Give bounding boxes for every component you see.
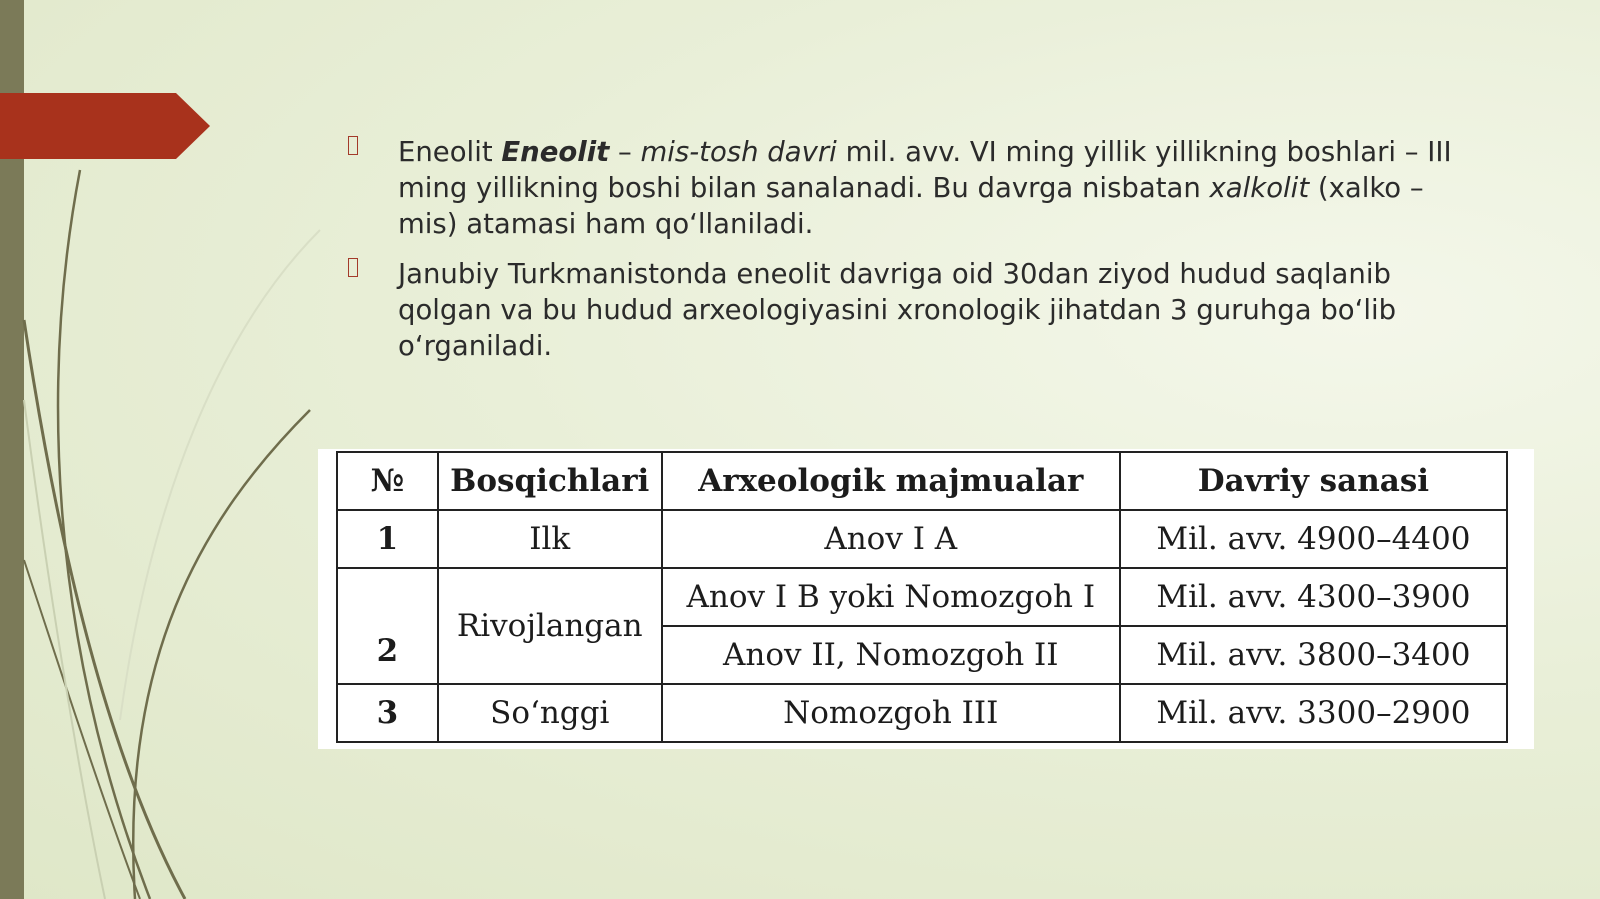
cell-date: Mil. avv. 4900–4400 [1120, 510, 1507, 568]
cell-stage: So‘nggi [438, 684, 662, 742]
bullet-list [348, 134, 1468, 378]
term-italic: mis-tosh davri [640, 136, 837, 168]
term-bold: Eneolit [501, 136, 610, 168]
cell-complex: Anov II, Nomozgoh II [662, 626, 1120, 684]
bullet-text: mil. avv. VI ming yillik yillikning boshlari – III ming yillikning boshi bilan sanalanadi. Bu davrga nisbatan [398, 136, 1452, 204]
table-row [337, 684, 1507, 742]
bullet-text: Eneolit [398, 136, 502, 168]
cell-complex: Anov I A [662, 510, 1120, 568]
bullet-text: (xalko – mis) atamasi ham qo‘llaniladi. [398, 172, 1424, 240]
bullet-text: – [609, 136, 641, 168]
table-row [337, 568, 1507, 626]
bullet-item [348, 256, 1468, 364]
header-stages: Bosqichlari [438, 452, 662, 510]
bullet-item [348, 134, 1468, 242]
cell-number: 2 [337, 568, 438, 684]
bullet-marker-icon [348, 136, 358, 155]
cell-complex: Nomozgoh III [662, 684, 1120, 742]
bullet-text: Janubiy Turkmanistonda eneolit davriga oid 30dan ziyod hudud saqlanib qolgan va bu hudud arxeologiyasini xronologik jihatdan 3 guruhga bo‘lib o‘rganiladi. [398, 258, 1397, 362]
chronology-table [336, 451, 1508, 743]
bullet-marker-icon [348, 258, 358, 277]
term-italic: xalkolit [1209, 172, 1310, 204]
cell-date: Mil. avv. 3300–2900 [1120, 684, 1507, 742]
header-number: № [337, 452, 438, 510]
header-complexes: Arxeologik majmualar [662, 452, 1120, 510]
cell-date: Mil. avv. 4300–3900 [1120, 568, 1507, 626]
table-row [337, 510, 1507, 568]
cell-stage: Ilk [438, 510, 662, 568]
decorative-curves [0, 0, 360, 899]
table-header-row [337, 452, 1507, 510]
cell-number: 3 [337, 684, 438, 742]
table-container [318, 449, 1534, 749]
header-dates: Davriy sanasi [1120, 452, 1507, 510]
cell-stage: Rivojlangan [438, 568, 662, 684]
cell-complex: Anov I B yoki Nomozgoh I [662, 568, 1120, 626]
cell-date: Mil. avv. 3800–3400 [1120, 626, 1507, 684]
cell-number: 1 [337, 510, 438, 568]
